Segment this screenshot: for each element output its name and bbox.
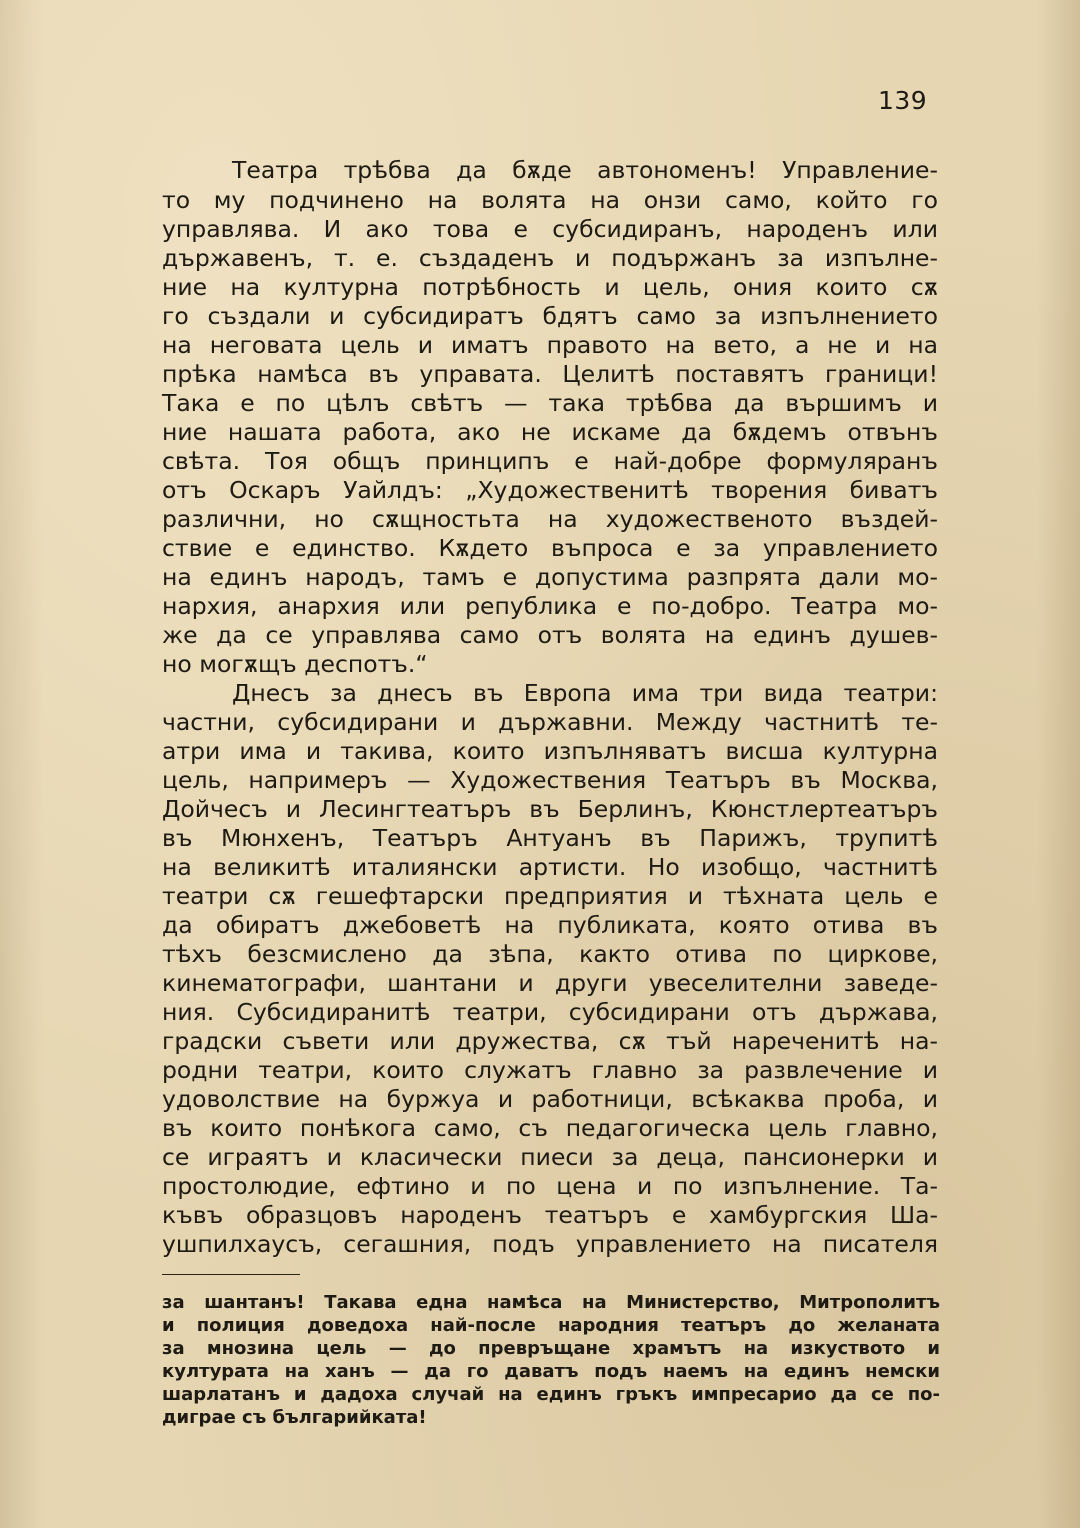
text-line: тѣхъ безсмислено да зѣпа, както отива по циркове, [162, 940, 938, 968]
text-line: отъ Оскаръ Уайлдъ: „Художественитѣ творения биватъ [162, 476, 938, 504]
text-line: театри сѫ гешефтарски предприятия и тѣхната цель е [162, 882, 938, 910]
text-line: въ които понѣкога само, съ педагогическа цель главно, [162, 1114, 938, 1142]
text-line: частни, субсидирани и държавни. Между частнитѣ те- [162, 708, 938, 736]
text-line: свѣта. Тоя общъ принципъ е най-добре формуляранъ [162, 447, 938, 475]
page-number: 139 [878, 86, 928, 115]
footnote-line: културата на ханъ — да го даватъ подъ наемъ на единъ немски [162, 1361, 940, 1382]
text-line: различни, но сѫщностьта на художественото въздей- [162, 505, 938, 533]
text-line: въ Мюнхенъ, Театъръ Антуанъ въ Парижъ, трупитѣ [162, 824, 938, 852]
text-line: ствие е единство. Кѫдето въпроса е за управлението [162, 534, 938, 562]
text-line: Днесъ за днесъ въ Европа има три вида театри: [232, 679, 938, 707]
text-line: же да се управлява само отъ волята на единъ душев- [162, 621, 938, 649]
text-line: родни театри, които служатъ главно за развлечение и [162, 1056, 938, 1084]
text-line: на великитѣ италиянски артисти. Но изобщо, частнитѣ [162, 853, 938, 881]
footnote-line: за шантанъ! Такава една намѣса на Министерство, Митрополитъ [162, 1292, 940, 1313]
text-line: се играятъ и класически пиеси за деца, пансионерки и [162, 1143, 938, 1171]
text-line: цель, напримеръ — Художествения Театъръ въ Москва, [162, 766, 938, 794]
text-line: но могѫщъ деспотъ.“ [162, 650, 428, 678]
footnote-line: и полиция доведоха най-после народния театъръ до желаната [162, 1315, 940, 1336]
footnote-line: диграе съ българийката! [162, 1407, 427, 1428]
text-line: градски съвети или дружества, сѫ тъй нареченитѣ на- [162, 1027, 938, 1055]
text-line: ние на културна потрѣбность и цель, ония които сѫ [162, 273, 938, 301]
text-line: Дойчесъ и Лесингтеатъръ въ Берлинъ, Кюнстлертеатъръ [162, 795, 938, 823]
text-line: Така е по цѣлъ свѣтъ — така трѣбва да вършимъ и [162, 389, 938, 417]
text-line: атри има и такива, които изпълняватъ висша културна [162, 737, 938, 765]
text-line: ние нашата работа, ако не искаме да бѫдемъ отвънъ [162, 418, 938, 446]
text-line: къвъ образцовъ народенъ театъръ е хамбургския Ша- [162, 1201, 938, 1229]
text-line: на неговата цель и иматъ правото на вето, а не и на [162, 331, 938, 359]
text-line: нархия, анархия или република е по-добро. Театра мо- [162, 592, 938, 620]
text-line: държавенъ, т. е. създаденъ и подържанъ за изпълне- [162, 244, 938, 272]
text-line: да обиратъ джебоветѣ на публиката, която отива въ [162, 911, 938, 939]
text-line: то му подчинено на волята на онзи само, който го [162, 186, 938, 214]
text-line: Театра трѣбва да бѫде автономенъ! Управление- [232, 156, 938, 184]
text-line: удоволствие на буржуа и работници, всѣкаква проба, и [162, 1085, 938, 1113]
footnote-divider [162, 1274, 300, 1275]
text-line: ния. Субсидиранитѣ театри, субсидирани отъ държава, [162, 998, 938, 1026]
footnote-line: шарлатанъ и дадоха случай на единъ гръкъ импресарио да се по- [162, 1384, 940, 1405]
text-line: простолюдие, ефтино и по цена и по изпълнение. Та- [162, 1172, 938, 1200]
text-line: управлява. И ако това е субсидиранъ, народенъ или [162, 215, 938, 243]
text-line: кинематографи, шантани и други увеселителни заведе- [162, 969, 938, 997]
text-line: прѣка намѣса въ управата. Целитѣ поставятъ граници! [162, 360, 938, 388]
footnote-line: за мнозина цель — до превръщане храмътъ на изкуството и [162, 1338, 940, 1359]
text-line: го създали и субсидиратъ бдятъ само за изпълнението [162, 302, 938, 330]
text-line: на единъ народъ, тамъ е допустима разпрята дали мо- [162, 563, 938, 591]
text-line: ушпилхаусъ, сегашния, подъ управлението на писателя [162, 1230, 938, 1258]
